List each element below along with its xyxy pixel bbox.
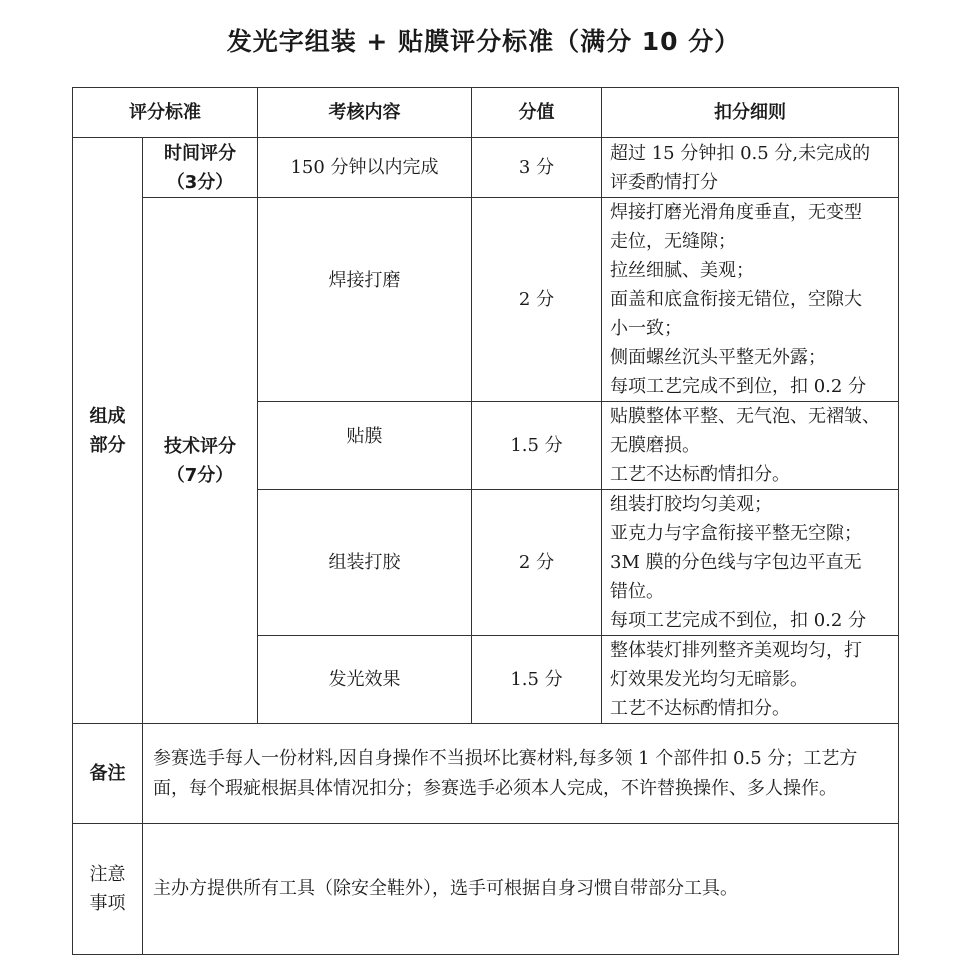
welding-details: 焊接打磨光滑角度垂直，无变型 走位，无缝隙； 拉丝细腻、美观； 面盖和底盒衔接无错位，空隙大 小一致； 侧面螺丝沉头平整无外露； 每项工艺完成不到位，扣 0.2 分 [602,198,899,402]
tech-category-cell [143,198,258,724]
section-label: 组成部分 [89,405,126,456]
notes-text: 主办方提供所有工具（除安全鞋外），选手可根据自身习惯自带部分工具。 [143,824,899,955]
table-row-time [73,138,899,198]
section-label-cell [73,138,143,724]
table-row-remarks [73,724,899,824]
header-row [73,88,899,138]
notes-label-cell [73,824,143,955]
lighting-details: 整体装灯排列整齐美观均匀，打 灯效果发光均匀无暗影。 工艺不达标酌情扣分。 [602,636,899,724]
tech-category-points: （7分） [166,464,234,486]
film-details: 贴膜整体平整、无气泡、无褶皱、 无膜磨损。 工艺不达标酌情扣分。 [602,402,899,490]
header-content: 考核内容 [258,88,472,138]
remarks-text: 参赛选手每人一份材料,因自身操作不当损坏比赛材料,每多领 1 个部件扣 0.5 分；工艺方面，每个瑕疵根据具体情况扣分；参赛选手必须本人完成，不许替换操作、多人操作。 [143,724,899,824]
lighting-score: 1.5 分 [472,636,602,724]
page-title: 发光字组装 + 贴膜评分标准（满分 10 分） [226,27,741,56]
header-score: 分值 [472,88,602,138]
assembly-score: 2 分 [472,490,602,636]
time-category-cell [143,138,258,198]
tech-category-name: 技术评分 [164,435,236,457]
table-row-notes [73,824,899,955]
table-row-welding [73,198,899,402]
scoring-table [72,87,899,955]
notes-label: 注意事项 [89,864,126,914]
header-criteria: 评分标准 [73,88,258,138]
lighting-content: 发光效果 [258,636,472,724]
time-category-name: 时间评分 [164,142,236,164]
welding-content: 焊接打磨 [258,198,472,402]
remarks-label: 备注 [73,724,143,824]
time-category-points: （3分） [166,171,234,193]
assembly-content: 组装打胶 [258,490,472,636]
welding-score: 2 分 [472,198,602,402]
header-deduction: 扣分细则 [602,88,899,138]
film-score: 1.5 分 [472,402,602,490]
film-content: 贴膜 [258,402,472,490]
time-details: 超过 15 分钟扣 0.5 分,未完成的 评委酌情打分 [602,138,899,198]
assembly-details: 组装打胶均匀美观； 亚克力与字盒衔接平整无空隙； 3M 膜的分色线与字包边平直无 错位。 每项工艺完成不到位，扣 0.2 分 [602,490,899,636]
time-score: 3 分 [472,138,602,198]
time-content: 150 分钟以内完成 [258,138,472,198]
